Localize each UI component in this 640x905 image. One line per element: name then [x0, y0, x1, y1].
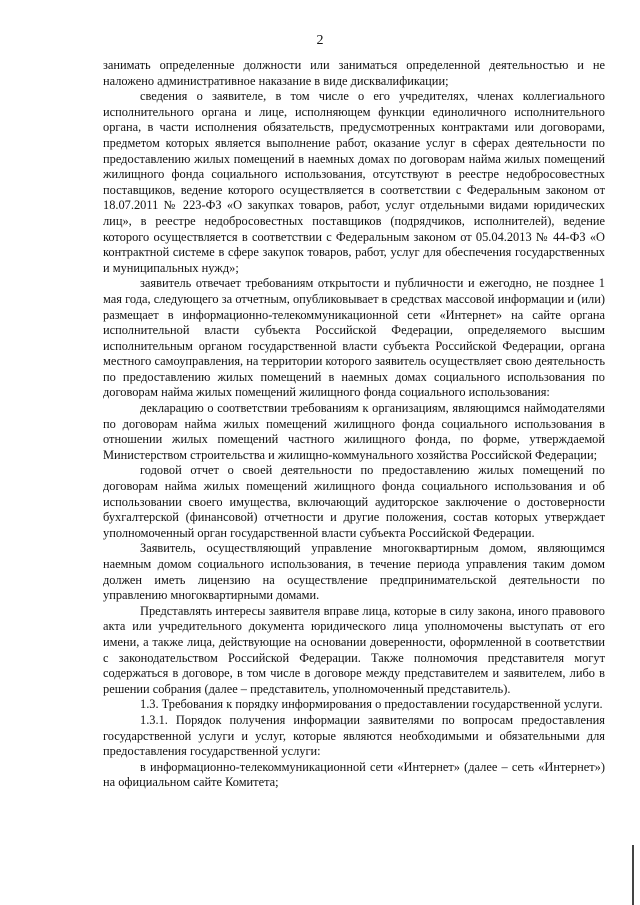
scan-edge-mark: [632, 845, 634, 905]
page-number: 2: [316, 33, 324, 48]
body-text: [103, 58, 605, 791]
paragraph-license: Заявитель, осуществляющий управление многоквартирным домом, являющимся наемным домом социального использования, в течение периода управления таким домом должен иметь лицензию на осуществление предпринимательской деятельности по управлению многоквартирными домами.: [103, 541, 605, 603]
paragraph-openness-requirements: заявитель отвечает требованиям открытости и публичности и ежегодно, не позднее 1 мая года, следующего за отчетным, опубликовывает в средствах массовой информации и (или) размещает в информационно-телекоммуникационной сети «Интернет» на сайте органа исполнительной власти субъекта Российской Федерации, определяемого высшим исполнительным органом государственной власти субъекта Российской Федерации, органа местного самоуправления, на территории которого заявитель осуществляет свою деятельность по предоставлению жилых помещений в наемных домах социального использования по договорам найма жилых помещений жилищного фонда социального использования:: [103, 276, 605, 400]
paragraph-annual-report: годовой отчет о своей деятельности по предоставлению жилых помещений по договорам найма жилых помещений жилищного фонда социального использования и об использовании своего имущества, включающий аудиторское заключение о достоверности бухгалтерской (финансовой) отчетности и другие положения, состав которых утверждает уполномоченный орган государственной власти субъекта Российской Федерации.: [103, 463, 605, 540]
section-heading-1-3: 1.3. Требования к порядку информирования о предоставлении государственной услуги.: [140, 697, 603, 712]
section-heading-1-3-1: 1.3.1. Порядок получения информации заявителями по вопросам предоставления государственной услуги и услуг, которые являются необходимыми и обязательными для предоставления государственной услуги:: [103, 712, 605, 759]
paragraph-internet: в информационно-телекоммуникационной сети «Интернет» (далее – сеть «Интернет») на официальном сайте Комитета;: [103, 759, 605, 790]
paragraph-declaration: декларацию о соответствии требованиям к организациям, являющимся наймодателями по договорам найма жилых помещений жилищного фонда социального использования в отношении жилых помещений частного жилищного фонда, по форме, утверждаемой Министерством строительства и жилищно-коммунального хозяйства Российской Федерации;: [103, 401, 605, 462]
paragraph-representatives: Представлять интересы заявителя вправе лица, которые в силу закона, иного правового акта или учредительного документа юридического лица уполномочены выступать от его имени, а также лица, действующие на основании доверенности, оформленной в соответствии с законодательством Российской Федерации. Также полномочия представителя могут содержаться в договоре, в том числе в договоре между представителем и заявителем, либо в решении собрания (далее – представитель, уполномоченный представитель).: [103, 603, 605, 696]
paragraph-applicant-info: сведения о заявителе, в том числе о его учредителях, членах коллегиального исполнительного органа и лице, исполняющем функции единоличного исполнительного органа, в части исполнения обязательств, предусмотренных контрактами или договорами, предметом которых является выполнение работ, оказание услуг в сферах деятельности по предоставлению жилых помещений в наемных домах по договорам найма жилых помещений жилищного фонда социального использования, отсутствуют в реестре недобросовестных поставщиков, ведение которого осуществляется в соответствии с Федеральным законом от 18.07.2011 № 223-ФЗ «О закупках товаров, работ, услуг отдельными видами юридических лиц», в реестре недобросовестных поставщиков (подрядчиков, исполнителей), ведение которого осуществляется в соответствии с Федеральным законом от 05.04.2013 № 44-ФЗ «О контрактной системе в сфере закупок товаров, работ, услуг для обеспечения государственных и муниципальных нужд»;: [103, 89, 605, 275]
paragraph-disqualification-continuation: занимать определенные должности или заниматься определенной деятельностью и не наложено административное наказание в виде дисквалификации;: [103, 58, 605, 88]
